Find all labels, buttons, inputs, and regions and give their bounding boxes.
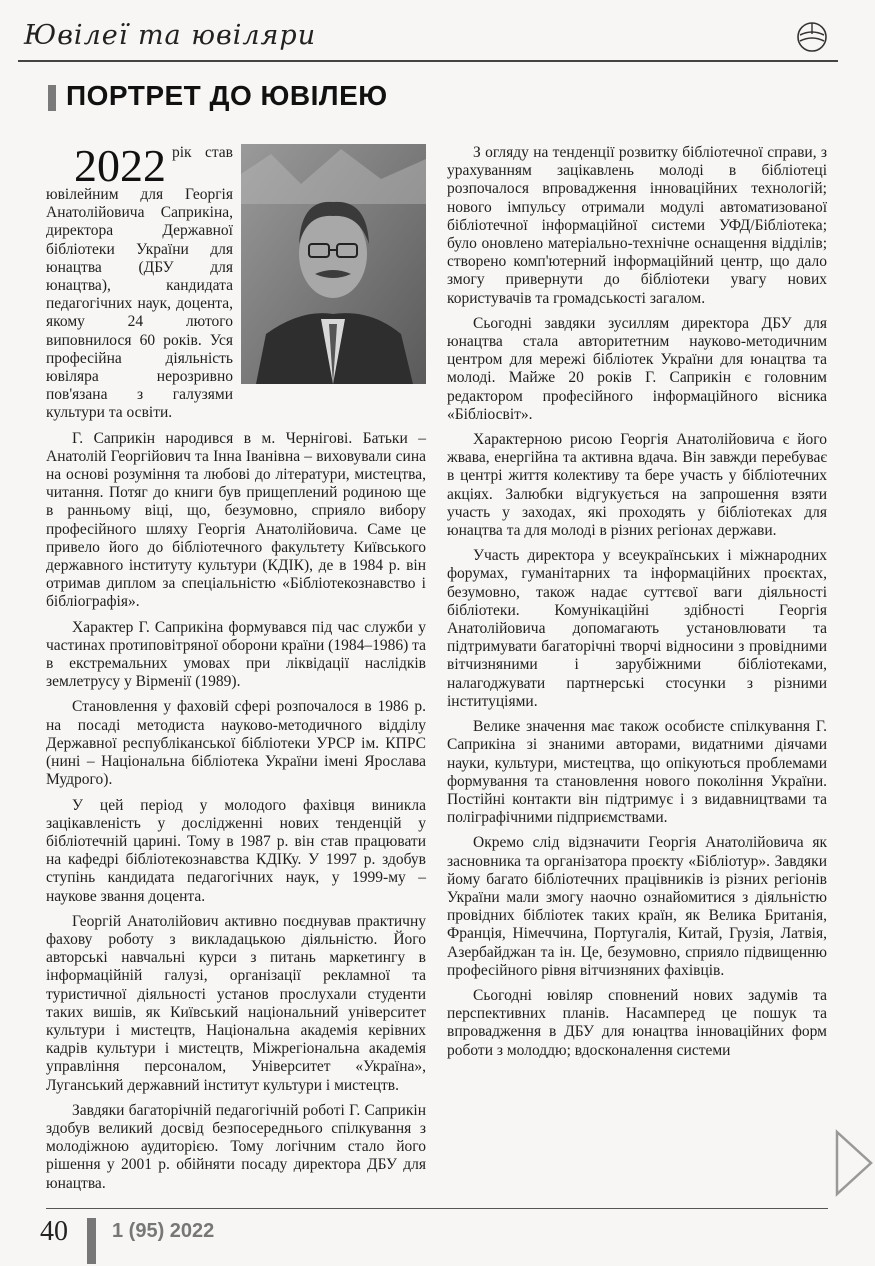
issue-label: 1 (95) 2022 xyxy=(112,1220,215,1242)
paragraph: Характерною рисою Георгія Анатолійовича є його жвава, енергійна та активна вдача. Він завжди перебуває в центрі життя колективу та бере участь у бібліотечних акціях. Залюбки відгукується на запрошення взяти участь у заходах, які проходять у бібліотеках для юнацтва та для молоді в різних регіонах держави. xyxy=(447,431,827,540)
journal-logo-icon xyxy=(795,20,829,54)
paragraph: Сьогодні ювіляр сповнений нових задумів та перспективних планів. Насамперед це пошук та впровадження в ДБУ для юнацтва інноваційних форм роботи з молоддю; вдосконалення системи xyxy=(447,986,827,1059)
footer-accent-bar xyxy=(87,1218,96,1264)
article-title: ПОРТРЕТ ДО ЮВІЛЕЮ xyxy=(66,80,388,111)
paragraph: Становлення у фаховій сфері розпочалося в 1986 р. на посаді методиста науково-методичного відділу Державної республіканської бібліотеки УРСР ім. КПРС (нині – Національна бібліотека України імені Ярослава Мудрого). xyxy=(46,698,426,789)
footer-divider xyxy=(46,1208,828,1209)
right-column xyxy=(447,144,827,1067)
title-accent-bar xyxy=(48,85,56,111)
paragraph: З огляду на тенденції розвитку бібліотечної справи, з урахуванням зацікавлень молоді в бібліотеці розпочалося впровадження інноваційних технологій; нового імпульсу отримали модулі автоматизованої бібліотечної інформаційної системи УФД/Бібліотека; було оновлено матеріально-технічне оснащення відділів; створено комп'ютерний інформаційний центр, що дало змогу привернути до бібліотеки увагу нових користувачів та громадськості загалом. xyxy=(447,144,827,307)
paragraph: Сьогодні завдяки зусиллям директора ДБУ для юнацтва стала авторитетним науково-методичним центром для мережі бібліотек України для юнацтва та молоді. Майже 20 років Г. Саприкін є головним редактором професійного інформаційного вісника «Бібліосвіт». xyxy=(447,314,827,423)
paragraph: Окремо слід відзначити Георгія Анатолійовича як засновника та організатора проєкту «Бібліотур». Завдяки йому багато бібліотечних працівників із різних регіонів України мали змогу наочно ознайомитися з діяльністю провідних бібліотек таких країн, як Велика Британія, Франція, Німеччина, Португалія, Китай, Грузія, Латвія, Азербайджан та ін. Це, безумовно, сприяло підвищенню професійного рівня вітчизняних фахівців. xyxy=(447,834,827,979)
paragraph: У цей період у молодого фахівця виникла зацікавленість у дослідженні нових тенденцій у бібліотечній царині. Тому в 1987 р. він став працювати на кафедрі бібліотекознавства КДІКу. У 1997 р. здобув ступінь кандидата педагогічних наук, у 1999-му – наукове звання доцента. xyxy=(46,796,426,905)
paragraph: Характер Г. Саприкіна формувався під час служби у частинах протиповітряної оборони країни (1984–1986) та в екстремальних умовах при ліквідації наслідків землетрусу у Вірменії (1989). xyxy=(46,618,426,691)
section-title: Ювілеї та ювіляри xyxy=(24,20,317,51)
paragraph: Велике значення має також особисте спілкування Г. Саприкіна зі знаними авторами, видатними діячами науки, культури, мистецтва, що опікуються проблемами формування та становлення нового покоління України. Постійні контакти він підтримує і з видавництвами та поліграфічними підприємствами. xyxy=(447,718,827,827)
next-page-arrow-icon[interactable] xyxy=(833,1128,875,1198)
paragraph: Участь директора у всеукраїнських і міжнародних форумах, гуманітарних та інформаційних проєктах, безумовно, також надає суттєвої ваги діяльності бібліотеки. Комунікаційні здібності Георгія Анатолійовича допомагають установлювати та підтримувати багаторічні творчі відносини з провідними вітчизняними і зарубіжними бібліотеками, налагоджувати партнерські стосунки з різними інституціями. xyxy=(447,547,827,710)
left-column xyxy=(46,140,426,1200)
paragraph: Георгій Анатолійович активно поєднував практичну фахову роботу з викладацькою діяльністю. Його авторські навчальні курси з питань маркетингу в інформаційній галузі, організації рекламної та туристичної діяльності установ прослухали студенти таких вишів, як Київський національний університет культури і мистецтв, Національна академія керівних кадрів культури і мистецтв, Міжрегіональна академія управління персоналом, Університет «Україна», Луганський державний інститут культури і мистецтв. xyxy=(46,912,426,1094)
paragraph: 2022 рік став ювілейним для Георгія Анатолійовича Саприкіна, директора Державної бібліотеки України для юнацтва (ДБУ для юнацтва), кандидата педагогічних наук, доцента, якому 24 лютого виповнилося 60 років. Уся професійна діяльність ювіляра нерозривно пов'язана з галузями культури та освіти. xyxy=(46,140,233,422)
portrait-photo xyxy=(241,144,426,384)
paragraph: Г. Саприкін народився в м. Чернігові. Батьки – Анатолій Георгійович та Інна Іванівна – виховували сина на основі розуміння та любові до літератури, мистецтва, читання. Потяг до книги був прищеплений родиною ще в ранньому віці, що, безумовно, сприяло вибору професійного шляху Георгія Анатолійовича. Саме це привело його до бібліотечного факультету Київського державного інституту культури (КДІК), де в 1984 р. він отримав диплом за спеціальністю «Бібліотекознавство і бібліографія». xyxy=(46,429,426,611)
dropcap-year: 2022 xyxy=(74,140,166,191)
page-number: 40 xyxy=(40,1216,68,1247)
paragraph: Завдяки багаторічній педагогічній роботі Г. Саприкін здобув великий досвід безпосереднього спілкування з молодіжною аудиторією. Тому логічним стало його рішення у 2001 р. обійняти посаду директора ДБУ для юнацтва. xyxy=(46,1101,426,1192)
